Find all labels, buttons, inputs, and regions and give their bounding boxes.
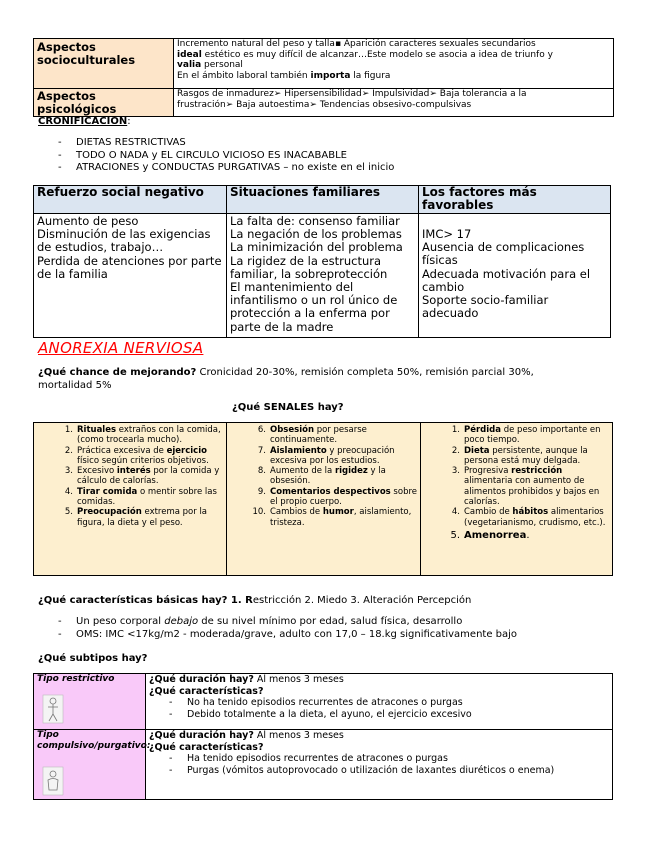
signal-item: 1. Rituales extraños con la comida, (como trocearla mucho). bbox=[37, 425, 223, 446]
table-header: Refuerzo social negativo bbox=[34, 186, 227, 214]
signal-item: 2. Dieta persistente, aunque la persona está muy delgada. bbox=[424, 446, 609, 467]
signal-number: 2. bbox=[64, 445, 73, 456]
signal-number: 7. bbox=[257, 445, 266, 456]
signal-number: 2. bbox=[451, 445, 460, 456]
list-item: - Debido totalmente a la dieta, el ayuno, el ejercicio excesivo bbox=[149, 709, 609, 721]
signal-item: 1. Pérdida de peso importante en poco tiempo. bbox=[424, 425, 609, 446]
aspect-label: Aspectos psicológicos bbox=[34, 89, 174, 117]
signal-number: 6. bbox=[257, 425, 266, 435]
table-cell: La falta de: consenso familiar La negación de los problemas La minimización del problema La rigidez de la estructura familiar, la sobreprotección El mantenimiento del infantilismo o un rol único de protección a la enferma por parte de la madre bbox=[227, 214, 419, 338]
subtype-label: Tipo restrictivo bbox=[34, 674, 146, 730]
signal-number: 4. bbox=[64, 486, 73, 497]
signal-number: 9. bbox=[257, 486, 266, 497]
signal-item: 4. Tirar comida o mentir sobre las comidas. bbox=[37, 487, 223, 508]
signal-number: 3. bbox=[451, 466, 460, 477]
signal-number: 8. bbox=[257, 466, 266, 477]
signal-number: 4. bbox=[451, 507, 460, 518]
signals-question: ¿Qué SENALES hay? bbox=[232, 402, 344, 413]
list-item: - No ha tenido episodios recurrentes de atracones o purgas bbox=[149, 697, 609, 709]
table-header: Situaciones familiares bbox=[227, 186, 419, 214]
signals-col bbox=[421, 423, 613, 576]
list-item: - DIETAS RESTRICTIVAS bbox=[38, 137, 538, 150]
table-cell: Aumento de peso Disminución de las exigencias de estudios, trabajo… Perdida de atenciones por parte de la familia bbox=[34, 214, 227, 338]
list-item: - Ha tenido episodios recurrentes de atracones o purgas bbox=[149, 753, 609, 765]
figure-icon bbox=[42, 694, 64, 724]
signal-number: 1. bbox=[64, 425, 73, 435]
signal-item: 6. Obsesión por pesarse continuamente. bbox=[230, 425, 417, 446]
signal-number: 5. bbox=[64, 507, 73, 518]
signal-item: 8. Aumento de la rigidez y la obsesión. bbox=[230, 466, 417, 487]
cronificacion-title: CRONIFICACION: bbox=[38, 116, 131, 127]
aspect-content: Rasgos de inmadurez➢ Hipersensibilidad➢ Impulsividad➢ Baja tolerancia a la frustración➢ Baja autoestima➢ Tendencias obsesivo-compulsivas bbox=[174, 89, 614, 117]
signal-number: 5. bbox=[450, 529, 460, 541]
signal-item: 7. Aislamiento y preocupación excesiva por los estudios. bbox=[230, 446, 417, 467]
list-item: - ATRACIONES y CONDUCTAS PURGATIVAS – no existe en el inicio bbox=[38, 162, 538, 175]
signal-item: 5. Amenorrea. bbox=[424, 531, 609, 541]
signal-item: 3. Progresiva restricción alimentaria con aumento de alimentos prohibidos y bajos en calorías. bbox=[424, 466, 609, 507]
figure-icon bbox=[42, 766, 64, 796]
signals-col bbox=[227, 423, 421, 576]
table-cell: IMC> 17 Ausencia de complicaciones físicas Adecuada motivación para el cambio Soporte socio-familiar adecuado bbox=[419, 214, 611, 338]
subtypes-question: ¿Qué subtipos hay? bbox=[38, 653, 148, 664]
section-title: ANOREXIA NERVIOSA bbox=[38, 339, 204, 357]
signal-number: 3. bbox=[64, 466, 73, 477]
cronificacion-list bbox=[38, 137, 538, 175]
aspect-content: Incremento natural del peso y talla▪ Aparición caracteres sexuales secundarios ideal estético es muy difícil de alcanzar…Este modelo se asocia a idea de triunfo y valia personal En el ámbito laboral también importa la figura bbox=[174, 39, 614, 89]
subtype-content: ¿Qué duración hay? Al menos 3 meses ¿Qué características? - Ha tenido episodios recurrentes de atracones o purgas - Purgas (vómitos autoprovocado o utilización de laxantes diuréticos o enema) bbox=[146, 730, 613, 800]
subtype-content: ¿Qué duración hay? Al menos 3 meses ¿Qué características? - No ha tenido episodios recurrentes de atracones o purgas - Debido totalmente a la dieta, el ayuno, el ejercicio excesivo bbox=[146, 674, 613, 730]
signals-col bbox=[34, 423, 227, 576]
chance-paragraph: ¿Qué chance de mejorando? Cronicidad 20-30%, remisión completa 50%, remisión parcial 30%, mortalidad 5% bbox=[38, 367, 534, 391]
list-item: - Un peso corporal debajo de su nivel mínimo por edad, salud física, desarrollo bbox=[38, 615, 628, 628]
signal-number: 10. bbox=[252, 507, 266, 518]
aspects-table bbox=[33, 38, 614, 117]
list-item: - OMS: IMC <17kg/m2 - moderada/grave, adulto con 17,0 – 18.kg significativamente bajo bbox=[38, 628, 628, 641]
basics-list bbox=[38, 615, 628, 641]
signal-item: 4. Cambio de hábitos alimentarios (vegetarianismo, crudismo, etc.). bbox=[424, 507, 609, 528]
aspect-label: Aspectos socioculturales bbox=[34, 39, 174, 89]
factors-table bbox=[33, 185, 611, 338]
signal-item: 5. Preocupación extrema por la figura, la dieta y el peso. bbox=[37, 507, 223, 528]
signal-item: 10. Cambios de humor, aislamiento, tristeza. bbox=[230, 507, 417, 528]
signals-table bbox=[33, 422, 613, 576]
signal-item: 2. Práctica excesiva de ejercicio físico según criterios objetivos. bbox=[37, 446, 223, 467]
subtype-label: Tipo compulsivo/purgativo: bbox=[34, 730, 146, 800]
signal-number: 1. bbox=[451, 425, 460, 435]
list-item: - Purgas (vómitos autoprovocado o utilización de laxantes diuréticos o enema) bbox=[149, 765, 609, 777]
list-item: - TODO O NADA y EL CIRCULO VICIOSO ES INACABABLE bbox=[38, 150, 538, 163]
table-header: Los factores más favorables bbox=[419, 186, 611, 214]
subtypes-table bbox=[33, 673, 613, 800]
signal-item: 3. Excesivo interés por la comida y cálculo de calorías. bbox=[37, 466, 223, 487]
basics-question: ¿Qué características básicas hay? 1. Restricción 2. Miedo 3. Alteración Percepción bbox=[38, 595, 472, 606]
signal-item: 9. Comentarios despectivos sobre el propio cuerpo. bbox=[230, 487, 417, 508]
